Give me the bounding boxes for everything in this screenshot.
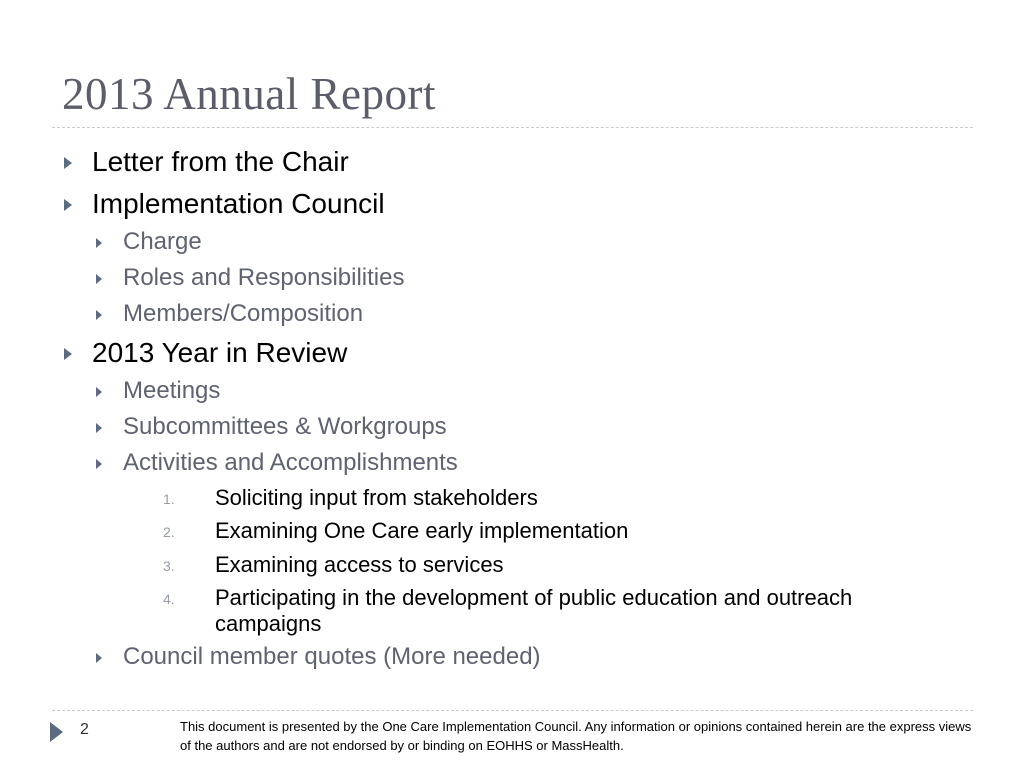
sub-bullet-item: Council member quotes (More needed) xyxy=(123,643,541,670)
triangle-right-icon xyxy=(50,722,63,742)
numbered-item: Participating in the development of public education and outreach campaigns xyxy=(215,585,853,636)
slide-title: 2013 Annual Report xyxy=(62,69,436,119)
numbered-item: Soliciting input from stakeholders xyxy=(215,485,538,510)
sub-bullet-item: Roles and Responsibilities xyxy=(123,264,405,291)
triangle-bullet-icon xyxy=(96,653,102,663)
triangle-bullet-icon xyxy=(96,423,102,433)
sub-bullet-item: Activities and Accomplishments xyxy=(123,449,458,476)
sub-bullet-item: Members/Composition xyxy=(123,300,364,327)
triangle-bullet-icon xyxy=(96,274,102,284)
numbered-item: Examining One Care early implementation xyxy=(215,518,629,543)
numbered-item: Examining access to services xyxy=(215,552,504,577)
bullet-item: Implementation Council xyxy=(92,188,385,219)
list-number: 1. xyxy=(163,491,175,507)
list-number: 4. xyxy=(163,591,175,607)
triangle-bullet-icon xyxy=(64,199,72,211)
triangle-bullet-icon xyxy=(96,310,102,320)
page-number: 2 xyxy=(80,721,89,738)
triangle-bullet-icon xyxy=(64,157,72,169)
sub-bullet-item: Meetings xyxy=(123,377,221,404)
footer-divider xyxy=(52,710,973,711)
sub-bullet-item: Charge xyxy=(123,228,202,255)
bullet-item: Letter from the Chair xyxy=(92,146,349,177)
triangle-bullet-icon xyxy=(64,348,72,360)
footer-disclaimer: This document is presented by the One Care Implementation Council. Any information or opinions contained herein are the express views of the authors and are not endorsed by or binding on EOHHS or MassHealth. xyxy=(180,719,972,753)
triangle-bullet-icon xyxy=(96,238,102,248)
triangle-bullet-icon xyxy=(96,387,102,397)
triangle-bullet-icon xyxy=(96,459,102,469)
list-number: 3. xyxy=(163,558,175,574)
sub-bullet-item: Subcommittees & Workgroups xyxy=(123,413,447,440)
list-number: 2. xyxy=(163,524,175,540)
bullet-item: 2013 Year in Review xyxy=(92,337,348,368)
